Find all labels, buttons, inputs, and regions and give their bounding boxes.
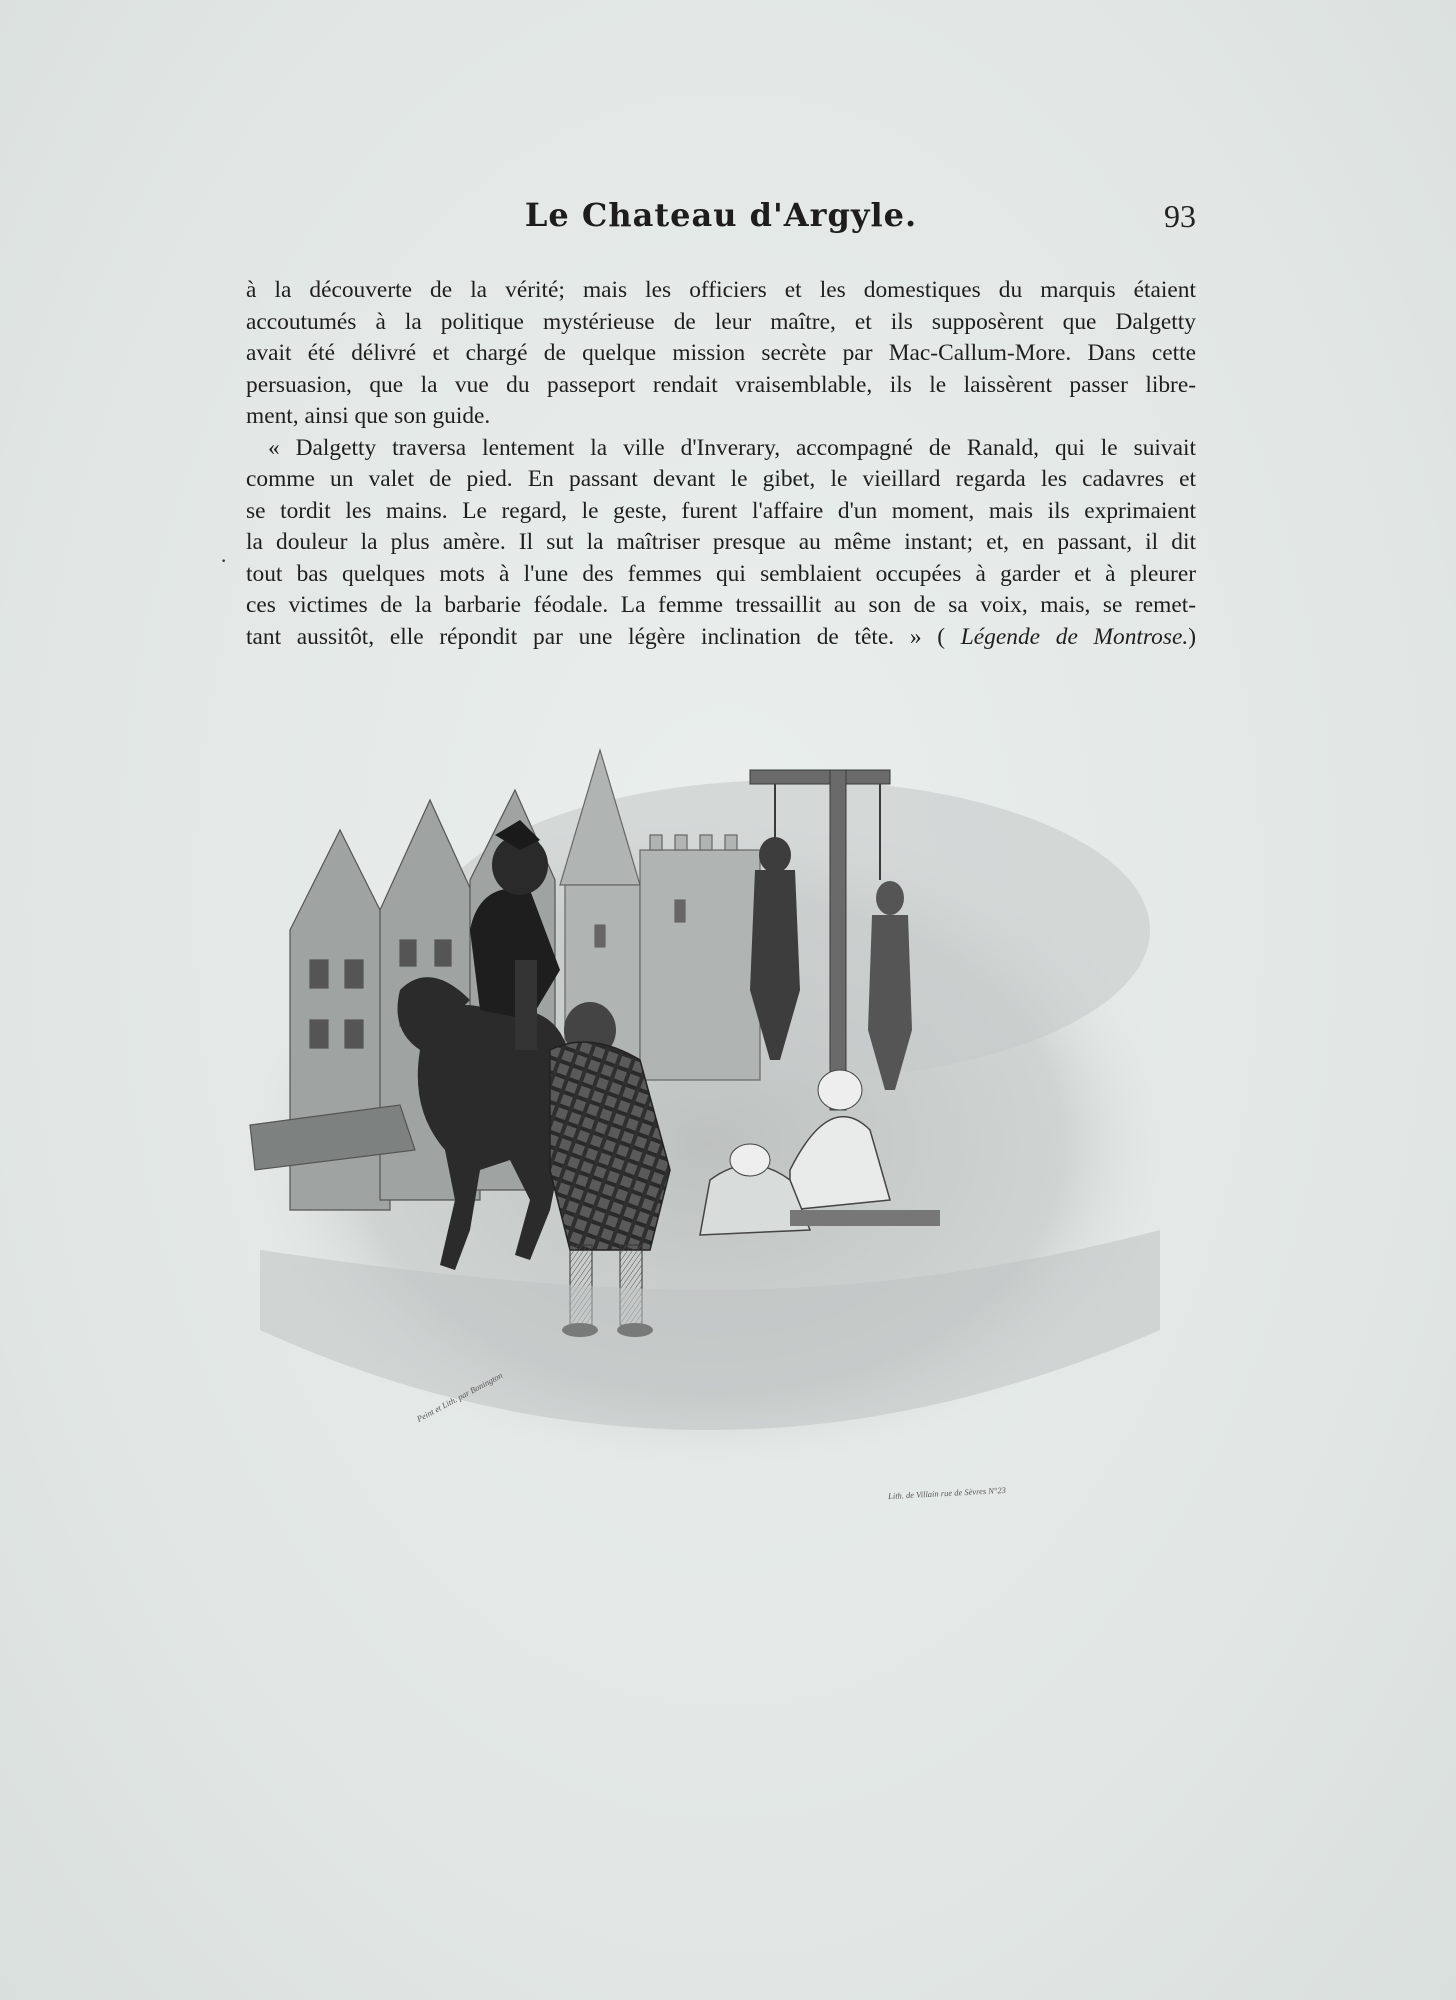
citation-close: ) [1188,623,1196,650]
printer-credit: Lith. de Villain rue de Sèvres N°23 [887,1484,1007,1502]
text-line: accoutumés à la politique mystérieuse de leur maître, et ils supposèrent que Dalgetty [246,308,1196,335]
text-line: « Dalgetty traversa lentement la ville d'Inverary, accompagné de Ranald, qui le suivait [268,434,1196,461]
text-line: ces victimes de la barbarie féodale. La femme tressaillit au son de sa voix, mais, se remet- [246,592,1196,618]
text-line: tout bas quelques mots à l'une des femmes qui semblaient occupées à garder et à pleurer [246,560,1196,587]
text-line: avait été délivré et chargé de quelque mission secrète par Mac-Callum-More. Dans cette [246,340,1196,366]
text-line: à la découverte de la vérité; mais les officiers et les domestiques du marquis étaient [246,277,1196,303]
citation: Légende de Montrose. [960,623,1189,650]
page-number: 93 [1164,198,1196,234]
page-header [246,192,1196,242]
text-line: ment, ainsi que son guide. [246,403,491,429]
text-line: la douleur la plus amère. Il sut la maîtriser presque au même instant; et, en passant, il dit [246,529,1196,555]
body-text [246,275,1196,653]
last-line-text: tant aussitôt, elle répondit par une légère inclination de tête. » ( [246,623,946,650]
engraver-credit: Peint et Lith. par Bonington [415,1370,505,1424]
text-line: persuasion, que la vue du passeport rendait vraisemblable, ils le laissèrent passer libre- [246,371,1196,398]
text-line-last [246,622,1196,654]
text-line: comme un valet de pied. En passant devant le gibet, le vieillard regarda les cadavres et [246,466,1196,492]
running-title: Le Chateau d'Argyle. [524,196,918,234]
margin-mark: · [220,548,228,573]
lithograph-illustration [230,730,1190,1510]
text-line: se tordit les mains. Le regard, le geste, furent l'affaire d'un moment, mais ils exprimaient [246,497,1196,524]
